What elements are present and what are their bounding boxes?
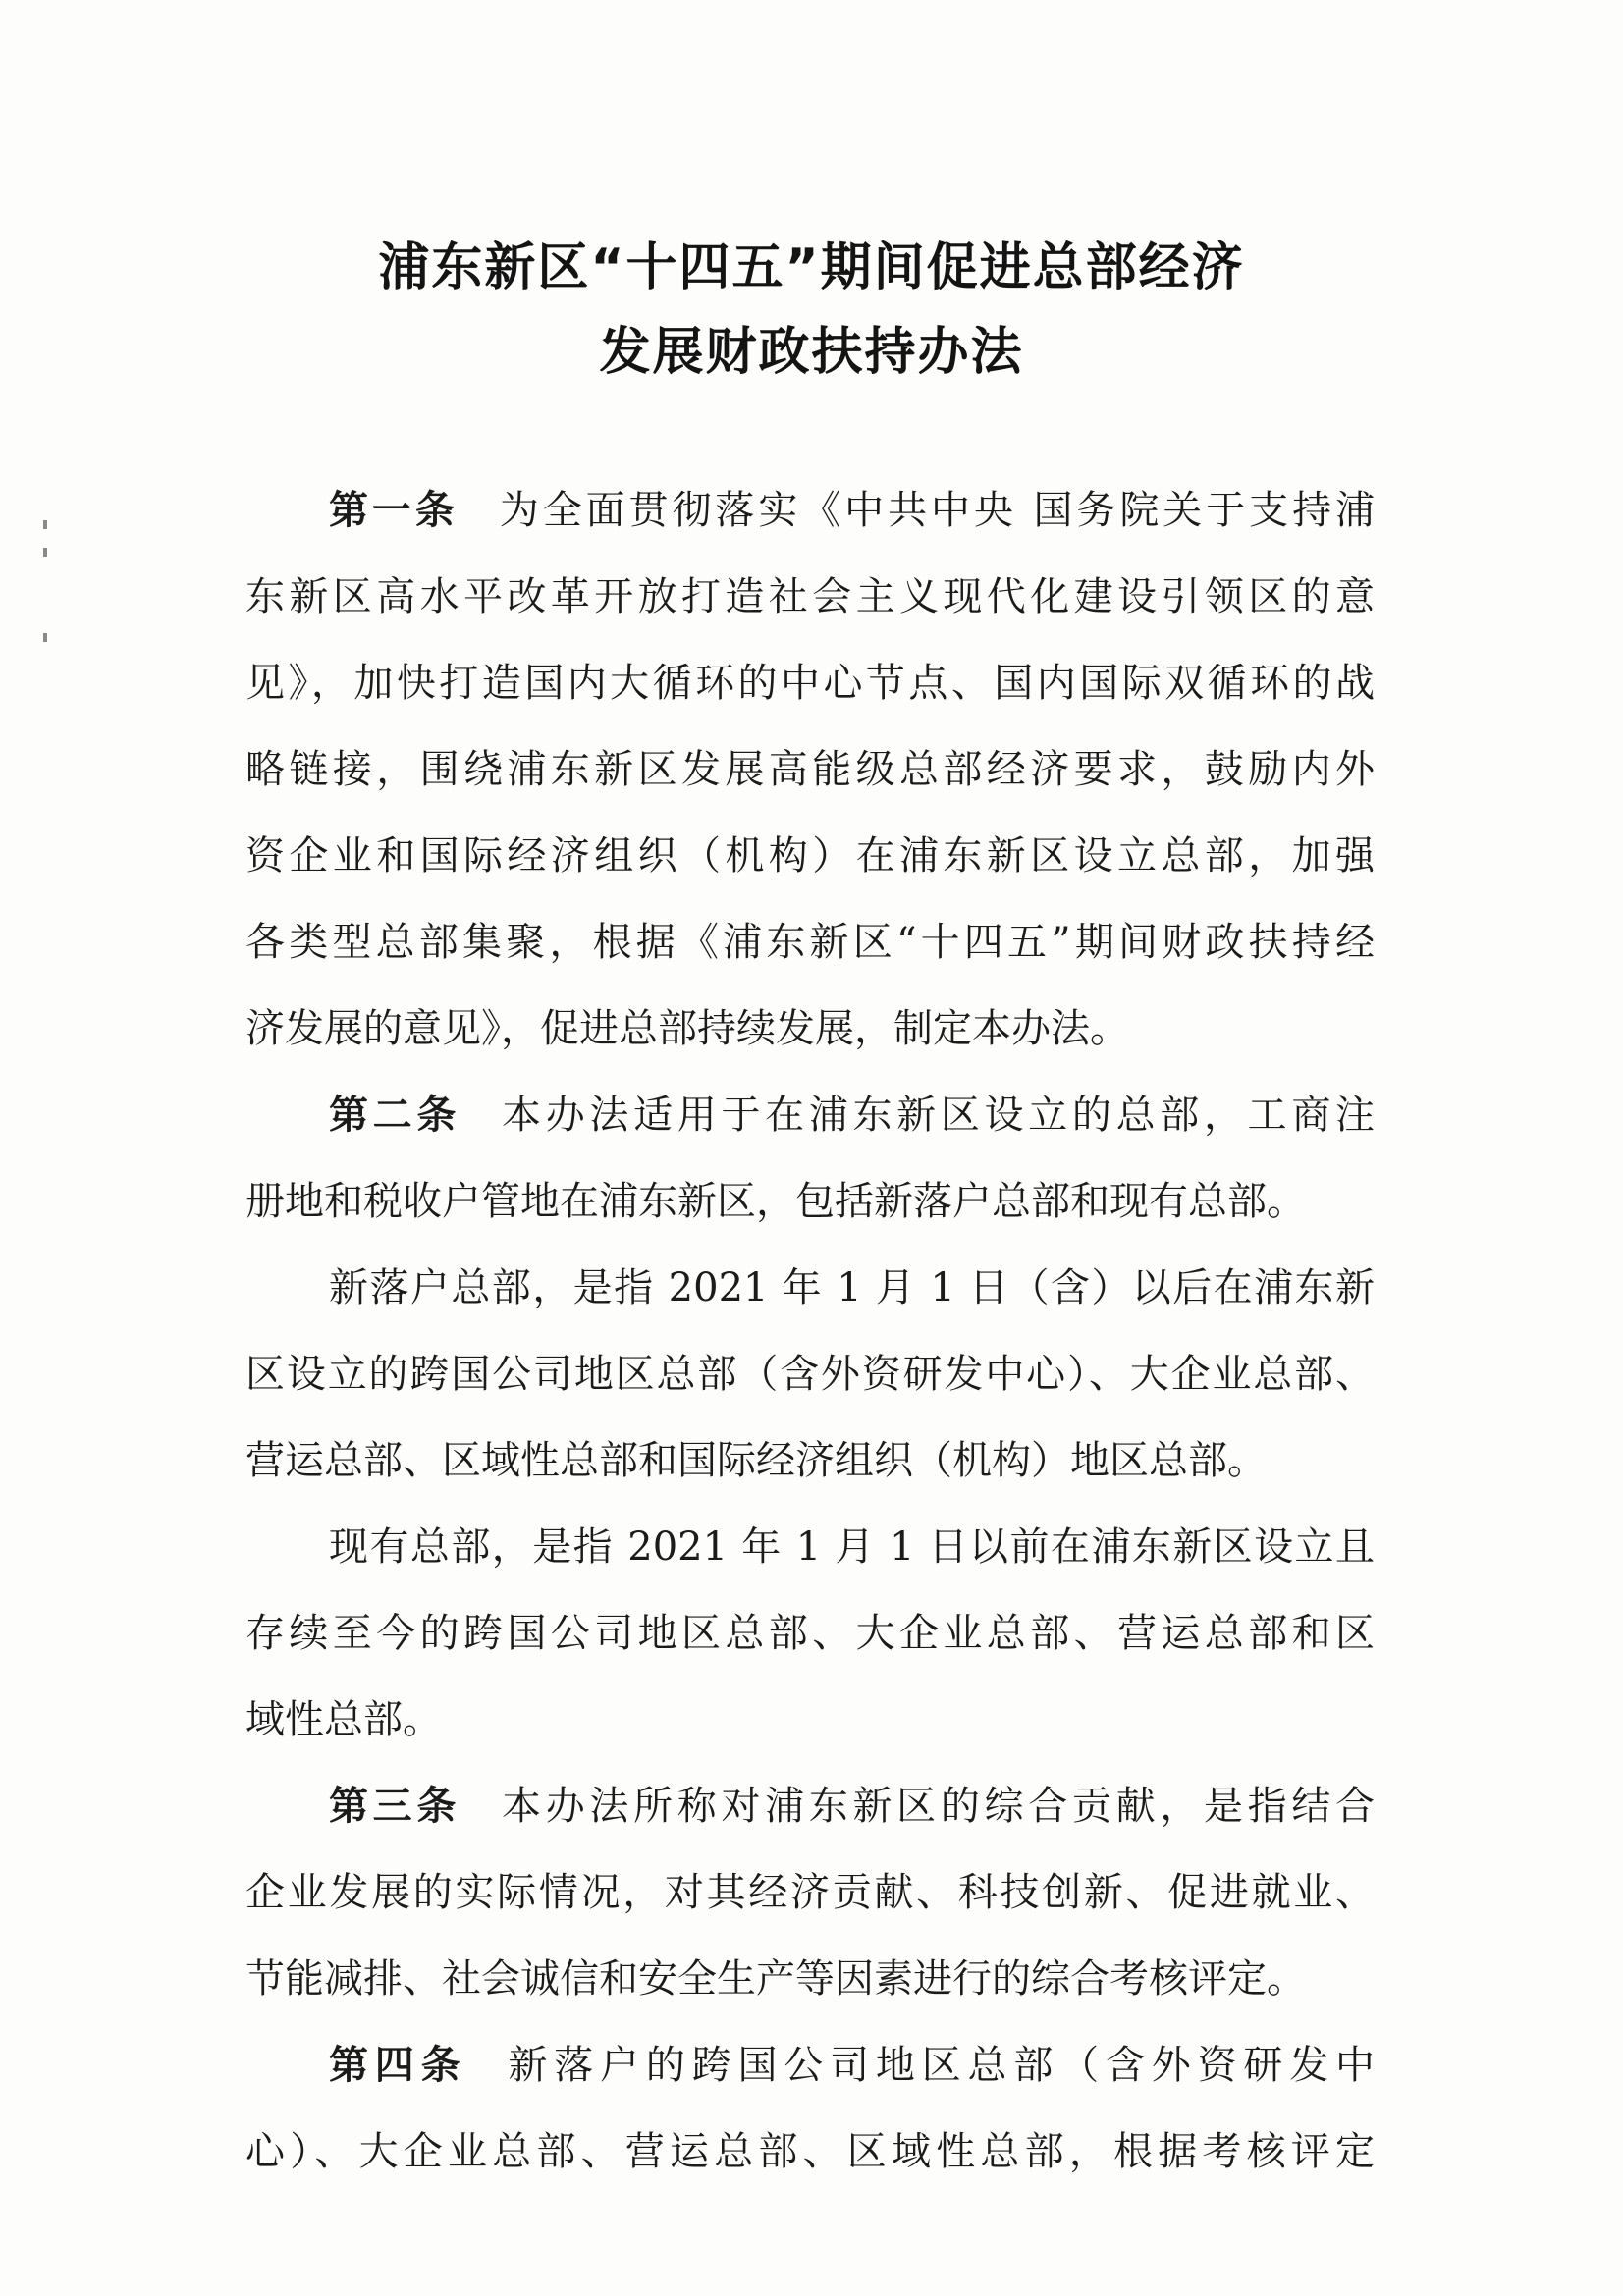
paragraph-new-hq-line-3: 营运总部、区域性总部和国际经济组织（机构）地区总部。 [245,1438,1267,1483]
article-2-line-1 [329,1086,1375,1145]
article-1-line-7: 济发展的意见》，促进总部持续发展，制定本办法。 [245,1006,1129,1051]
document-title-line2: 发展财政扶持办法 [599,323,1024,382]
article-label: 第一条 [329,488,459,533]
article-4-line-1 [329,2036,1375,2095]
paragraph-existing-hq-line-2: 存续至今的跨国公司地区总部、大企业总部、营运总部和区 [245,1611,1375,1656]
document-title-line1: 浦东新区“十四五”期间促进总部经济 [378,239,1245,297]
paragraph-new-hq-line-2: 区设立的跨国公司地区总部（含外资研发中心）、大企业总部、 [245,1352,1375,1397]
article-label: 第四条 [329,2043,467,2088]
article-text: 为全面贯彻落实《中共中央 国务院关于支持浦 [499,488,1376,533]
article-3-line-2: 企业发展的实际情况，对其经济贡献、科技创新、促进就业、 [245,1870,1375,1915]
article-1-line-4: 略链接，围绕浦东新区发展高能级总部经济要求，鼓励内外 [245,747,1375,792]
scan-mark [43,520,47,529]
paragraph-new-hq-line-1: 新落户总部，是指 2021 年 1 月 1 日（含）以后在浦东新 [329,1265,1375,1310]
article-3-line-3: 节能减排、社会诚信和安全生产等因素进行的综合考核评定。 [245,1956,1306,2002]
scan-mark [43,633,47,642]
article-1-line-2: 东新区高水平改革开放打造社会主义现代化建设引领区的意 [245,574,1375,619]
article-label: 第二条 [329,1093,461,1138]
article-1-line-1 [329,481,1375,540]
paragraph-existing-hq-line-3: 域性总部。 [245,1697,442,1742]
article-text: 本办法所称对浦东新区的综合贡献，是指结合 [502,1784,1376,1829]
article-2-line-2: 册地和税收户管地在浦东新区，包括新落户总部和现有总部。 [245,1179,1306,1224]
article-4-line-2: 心）、大企业总部、营运总部、区域性总部，根据考核评定 [245,2129,1375,2174]
article-1-line-3: 见》，加快打造国内大循环的中心节点、国内国际双循环的战 [245,661,1375,706]
scan-mark [43,548,47,557]
article-3-line-1 [329,1777,1375,1836]
article-text: 本办法适用于在浦东新区设立的总部，工商注 [502,1093,1376,1138]
paragraph-existing-hq-line-1: 现有总部，是指 2021 年 1 月 1 日以前在浦东新区设立且 [329,1524,1375,1570]
article-1-line-6: 各类型总部集聚，根据《浦东新区“十四五”期间财政扶持经 [245,920,1375,965]
article-label: 第三条 [329,1784,461,1829]
article-1-line-5: 资企业和国际经济组织（机构）在浦东新区设立总部，加强 [245,833,1375,879]
article-text: 新落户的跨国公司地区总部（含外资研发中 [508,2043,1376,2088]
